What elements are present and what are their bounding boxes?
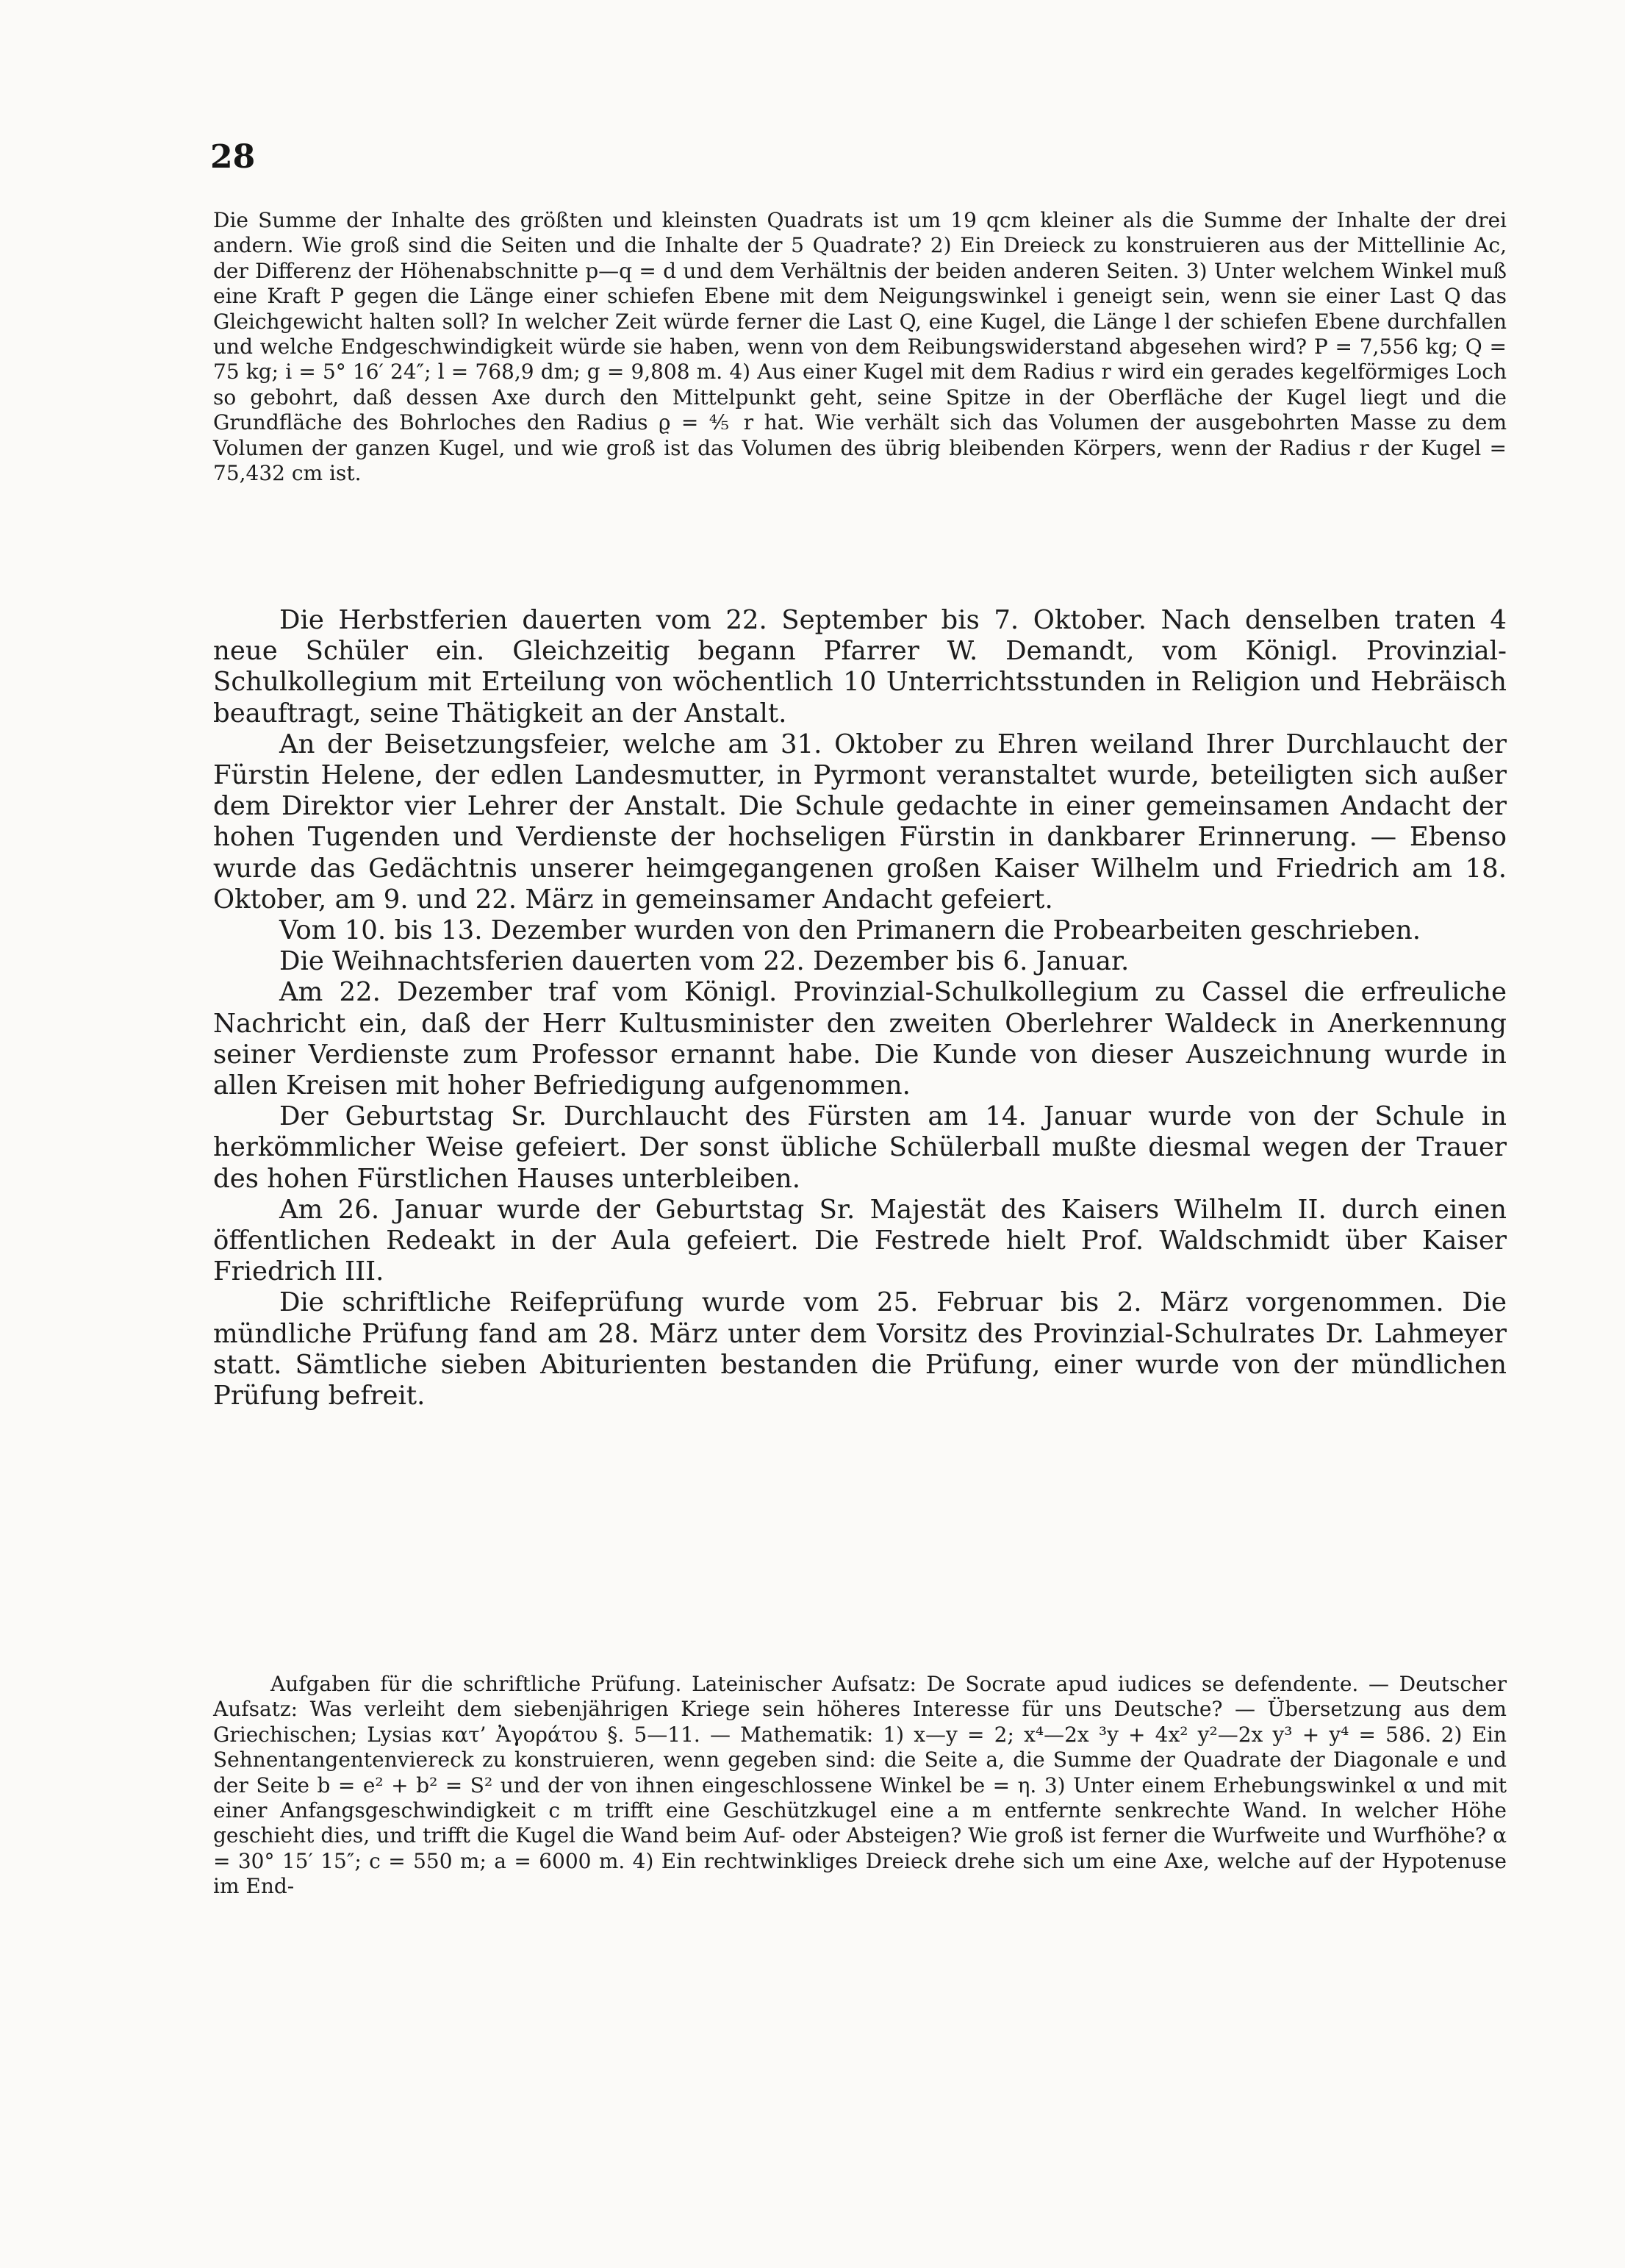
math-problems-continued [213, 208, 1507, 486]
paragraph-funeral-ceremony: An der Beisetzungsfeier, welche am 31. Oktober zu Ehren weiland Ihrer Durchlaucht der Fürstin Helene, der edlen Landesmutter, in Pyrmont veranstaltet wurde, beteiligten sich außer dem Direktor vier Lehrer der Anstalt. Die Schule gedachte in einer gemeinsamen Andacht der hohen Tugenden und Verdienste der hochseligen Fürstin in dankbarer Erinnerung. — Ebenso wurde das Gedächtnis unserer heimgegangenen großen Kaiser Wilhelm und Friedrich am 18. Oktober, am 9. und 22. März in gemeinsamer Andacht gefeiert. [213, 729, 1507, 915]
paragraph-christmas-holidays: Die Weihnachtsferien dauerten vom 22. Dezember bis 6. Januar. [279, 946, 1130, 977]
paragraph-final-exams: Die schriftliche Reifeprüfung wurde vom 25. Februar bis 2. März vorgenommen. Die mündliche Prüfung fand am 28. März unter dem Vorsitz des Provinzial-Schulrates Dr. Lahmeyer statt. Sämtliche sieben Abiturienten bestanden die Prüfung, einer wurde von der mündlichen Prüfung befreit. [213, 1287, 1507, 1412]
page-number: 28 [210, 138, 256, 176]
paragraph-emperor-birthday: Am 26. Januar wurde der Geburtstag Sr. Majestät des Kaisers Wilhelm II. durch einen öffentlichen Redeakt in der Aula gefeiert. Die Festrede hielt Prof. Waldschmidt über Kaiser Friedrich III. [213, 1194, 1507, 1287]
exam-tasks-paragraph: Aufgaben für die schriftliche Prüfung. Lateinischer Aufsatz: De Socrate apud iudices se defendente. — Deutscher Aufsatz: Was verleiht dem siebenjährigen Kriege sein höheres Interesse für uns Deutsche? — Übersetzung aus dem Griechischen; Lysias κατ’ Ἀγοράτου §. 5—11. — Mathematik: 1) x—y = 2; x⁴—2x ³y + 4x² y²—2x y³ + y⁴ = 586. 2) Ein Sehnentangentenviereck zu konstruieren, wenn gegeben sind: die Seite a, die Summe der Quadrate der Diagonale e und der Seite b = e² + b² = S² und der von ihnen eingeschlossene Winkel be = η. 3) Unter einem Erhebungswinkel α und mit einer Anfangsgeschwindigkeit c m trifft eine Geschützkugel eine a m entfernte senkrechte Wand. In welcher Höhe geschieht dies, und trifft die Kugel die Wand beim Auf- oder Absteigen? Wie groß ist ferner die Wurfweite und Wurfhöhe? α = 30° 15′ 15″; c = 550 m; a = 6000 m. 4) Ein rechtwinkliges Dreieck drehe sich um eine Axe, welche auf der Hypotenuse im End- [213, 1672, 1507, 1899]
paragraph-prince-birthday: Der Geburtstag Sr. Durchlaucht des Fürsten am 14. Januar wurde von der Schule in herkömmlicher Weise gefeiert. Der sonst übliche Schülerball mußte diesmal wegen der Trauer des hohen Fürstlichen Hauses unterbleiben. [213, 1101, 1507, 1194]
math-problems-paragraph: Die Summe der Inhalte des größten und kleinsten Quadrats ist um 19 qcm kleiner als die Summe der Inhalte der drei andern. Wie groß sind die Seiten und die Inhalte der 5 Quadrate? 2) Ein Dreieck zu konstruieren aus der Mittellinie Ac, der Differenz der Höhenabschnitte p—q = d und dem Verhältnis der beiden anderen Seiten. 3) Unter welchem Winkel muß eine Kraft P gegen die Länge einer schiefen Ebene mit dem Neigungswinkel i geneigt sein, wenn sie einer Last Q das Gleichgewicht halten soll? In welcher Zeit würde ferner die Last Q, eine Kugel, die Länge l der schiefen Ebene durchfallen und welche Endgeschwindigkeit würde sie haben, wenn von dem Reibungswiderstand abgesehen wird? P = 7,556 kg; Q = 75 kg; i = 5° 16′ 24″; l = 768,9 dm; g = 9,808 m. 4) Aus einer Kugel mit dem Radius r wird ein gerades kegelförmiges Loch so gebohrt, daß dessen Axe durch den Mittelpunkt geht, seine Spitze in der Oberfläche der Kugel liegt und die Grundfläche des Bohrloches den Radius ϱ = ⅘ r hat. Wie verhält sich das Volumen der ausgebohrten Masse zu dem Volumen der ganzen Kugel, und wie groß ist das Volumen des übrig bleibenden Körpers, wenn der Radius r der Kugel = 75,432 cm ist. [213, 208, 1507, 486]
paragraph-professor-appointment: Am 22. Dezember traf vom Königl. Provinzial-Schulkollegium zu Cassel die erfreuliche Nachricht ein, daß der Herr Kultusminister den zweiten Oberlehrer Waldeck in Anerkennung seiner Verdienste zum Professor ernannt habe. Die Kunde von dieser Auszeichnung wurde in allen Kreisen mit hoher Befriedigung aufgenommen. [213, 977, 1507, 1101]
school-chronicle [213, 605, 1507, 1412]
exam-tasks [213, 1672, 1507, 1900]
paragraph-autumn-holidays: Die Herbstferien dauerten vom 22. September bis 7. Oktober. Nach denselben traten 4 neue Schüler ein. Gleichzeitig begann Pfarrer W. Demandt, vom Königl. Provinzial-Schulkollegium mit Erteilung von wöchentlich 10 Unterrichtsstunden in Religion und Hebräisch beauftragt, seine Thätigkeit an der Anstalt. [213, 605, 1507, 729]
paragraph-trial-exams: Vom 10. bis 13. Dezember wurden von den Primanern die Probearbeiten geschrieben. [279, 915, 1421, 946]
